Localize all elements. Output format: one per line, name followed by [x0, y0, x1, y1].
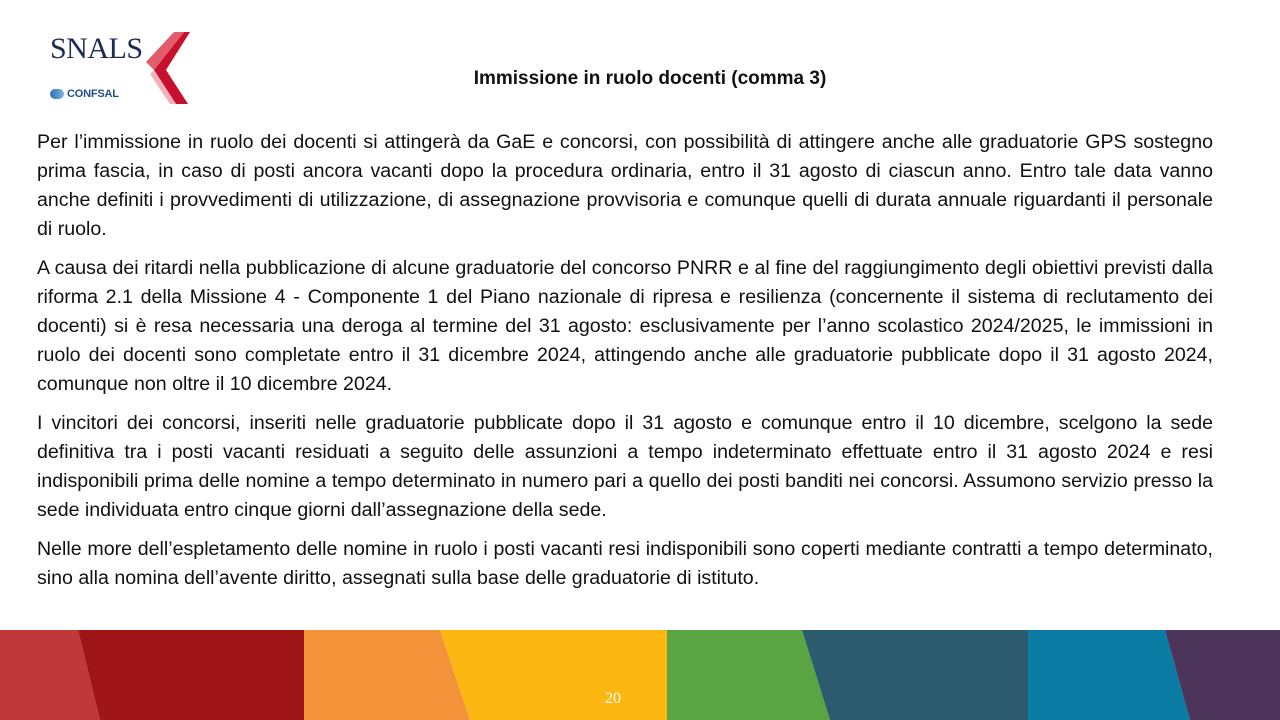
- logo-confsal: [50, 86, 119, 102]
- paragraph-3: I vincitori dei concorsi, inseriti nelle graduatorie pubblicate dopo il 31 agosto e comunque entro il 10 dicembre, scelgono la sede definitiva tra i posti vacanti residuati a seguito delle assunzioni a tempo indeterminato effettuate entro il 31 agosto 2024 e resi indisponibili prima delle nomine a tempo determinato in numero pari a quello dei posti banditi nei concorsi. Assumono servizio presso la sede individuata entro cinque giorni dall’assegnazione della sede.: [37, 412, 1213, 521]
- confsal-icon: [50, 89, 64, 99]
- slide-body: [37, 128, 1213, 603]
- paragraph-1: Per l’immissione in ruolo dei docenti si attingerà da GaE e concorsi, con possibilità di attingere anche alle graduatorie GPS sostegno prima fascia, in caso di posti ancora vacanti dopo la procedura ordinaria, entro il 31 agosto di ciascun anno. Entro tale data vanno anche definiti i provvedimenti di utilizzazione, di assegnazione provvisoria e comunque quelli di durata annuale riguardanti il personale di ruolo.: [37, 131, 1213, 240]
- slide-title: Immissione in ruolo docenti (comma 3): [473, 68, 827, 89]
- paragraph-4: Nelle more dell’espletamento delle nomine in ruolo i posti vacanti resi indisponibili sono coperti mediante contratti a tempo determinato, sino alla nomina dell’avente diritto, assegnati sulla base delle graduatorie di istituto.: [37, 538, 1213, 589]
- logo-chevron-mark: [126, 32, 192, 104]
- paragraph-2: A causa dei ritardi nella pubblicazione di alcune graduatorie del concorso PNRR e al fine del raggiungimento degli obiettivi previsti dalla riforma 2.1 della Missione 4 - Componente 1 del Piano nazionale di ripresa e resilienza (concernente il sistema di reclutamento dei docenti) si è resa necessaria una deroga al termine del 31 agosto: esclusivamente per l’anno scolastico 2024/2025, le immissioni in ruolo dei docenti sono completate entro il 31 dicembre 2024, attingendo anche alle graduatorie pubblicate dopo il 31 agosto 2024, comunque non oltre il 10 dicembre 2024.: [37, 257, 1213, 395]
- snals-logo: [48, 30, 198, 106]
- page-number: 20: [605, 690, 621, 707]
- logo-wordmark: SNALS: [50, 32, 143, 65]
- logo-confsal-label: CONFSAL: [67, 88, 119, 100]
